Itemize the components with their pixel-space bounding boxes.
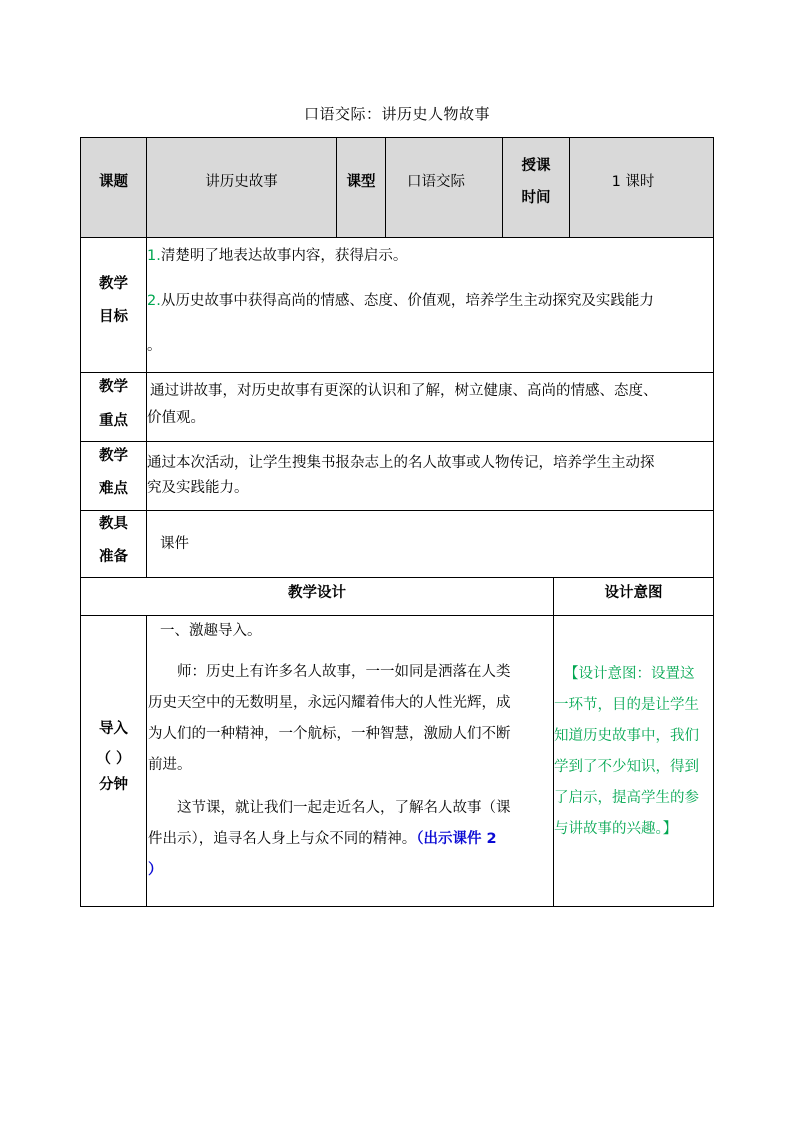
intro-p2-line2-wrap (148, 824, 550, 855)
label-column-divider-bottom (146, 615, 147, 907)
intent-line1: 【设计意图：设置这 (564, 666, 695, 682)
intro-label-line3: 分钟 (99, 777, 128, 793)
objective-item-1 (147, 246, 407, 266)
table-border-top (80, 137, 714, 138)
key-points-label-line1: 教学 (99, 379, 128, 395)
intent-line2: 一环节，目的是让学生 (554, 697, 699, 713)
table-border-bottom (80, 906, 714, 907)
intro-p2-line2: 件出示），追寻名人身上与众不同的精神。 (148, 831, 417, 847)
intro-p1-line4: 前进。 (148, 757, 192, 773)
table-border-row3 (80, 441, 714, 442)
design-intent-note (554, 659, 714, 845)
design-header: 教学设计 (288, 585, 346, 601)
table-border-row5 (80, 577, 714, 578)
difficulties-label-line2: 难点 (99, 481, 128, 497)
topic-value: 讲历史故事 (205, 174, 278, 190)
difficulties-line2: 究及实践能力。 (147, 480, 249, 496)
header-divider-c (502, 137, 503, 237)
objective-item-2-tail: 。 (147, 338, 162, 354)
difficulties-line1: 通过本次活动，让学生搜集书报杂志上的名人故事或人物传记，培养学生主动探 (147, 455, 655, 471)
topic-label: 课题 (99, 174, 128, 190)
objective-item-1-text: 清楚明了地表达故事内容，获得启示。 (160, 248, 408, 264)
key-points-line2: 价值观。 (147, 410, 205, 426)
intro-p1-line3: 为人们的一种精神，一个航标，一种智慧，激励人们不断 (148, 726, 511, 742)
objective-item-2-number: 2. (147, 293, 161, 309)
materials-value: 课件 (160, 536, 189, 552)
materials-label-line2: 准备 (99, 549, 128, 565)
type-label: 课型 (346, 174, 376, 190)
courseware-reference-tail: ） (148, 862, 163, 878)
time-label-line2: 时间 (521, 190, 551, 206)
table-border-row2 (80, 372, 714, 373)
intent-line5: 了启示，提高学生的参 (554, 790, 699, 806)
key-points-label-line2: 重点 (99, 413, 128, 429)
time-value: 1 课时 (611, 174, 655, 190)
type-value: 口语交际 (407, 174, 465, 190)
table-border-row1 (80, 237, 714, 238)
table-border-row6 (80, 615, 714, 616)
courseware-reference: （出示课件 2 (416, 831, 497, 847)
objectives-label-line1: 教学 (99, 276, 128, 292)
intro-p1-line2: 历史天空中的无数明星，永远闪耀着伟大的人性光辉，成 (148, 695, 511, 711)
intro-paragraph-2 (148, 793, 550, 886)
intro-label-line2: （ ） (96, 751, 131, 767)
intent-header: 设计意图 (604, 585, 663, 601)
table-border-row4 (80, 510, 714, 511)
intro-p1-line1: 师：历史上有许多名人故事，一一如同是洒落在人类 (177, 664, 511, 680)
intro-label-line1: 导入 (99, 721, 128, 737)
label-column-divider-top (146, 137, 147, 578)
intent-line6: 与讲故事的兴趣。】 (554, 821, 678, 837)
objective-item-2 (147, 291, 654, 311)
objective-item-2-text: 从历史故事中获得高尚的情感、态度、价值观，培养学生主动探究及实践能力 (160, 293, 654, 309)
key-points-line1: 通过讲故事，对历史故事有更深的认识和了解，树立健康、高尚的情感、态度、 (150, 383, 658, 399)
objectives-label-line2: 目标 (99, 309, 128, 325)
intro-heading: 一、激趣导入。 (160, 623, 262, 639)
intro-paragraph-1 (148, 657, 550, 781)
document-title: 口语交际：讲历史人物故事 (303, 105, 490, 123)
time-label-line1: 授课 (521, 158, 551, 174)
difficulties-label-line1: 教学 (99, 448, 128, 464)
materials-label-line1: 教具 (99, 516, 128, 532)
intent-line4: 学到了不少知识，得到 (554, 759, 699, 775)
objective-item-1-number: 1. (147, 248, 161, 264)
intent-line3: 知道历史故事中，我们 (554, 728, 699, 744)
intro-p2-line1: 这节课，就让我们一起走近名人，了解名人故事（课 (177, 800, 511, 816)
